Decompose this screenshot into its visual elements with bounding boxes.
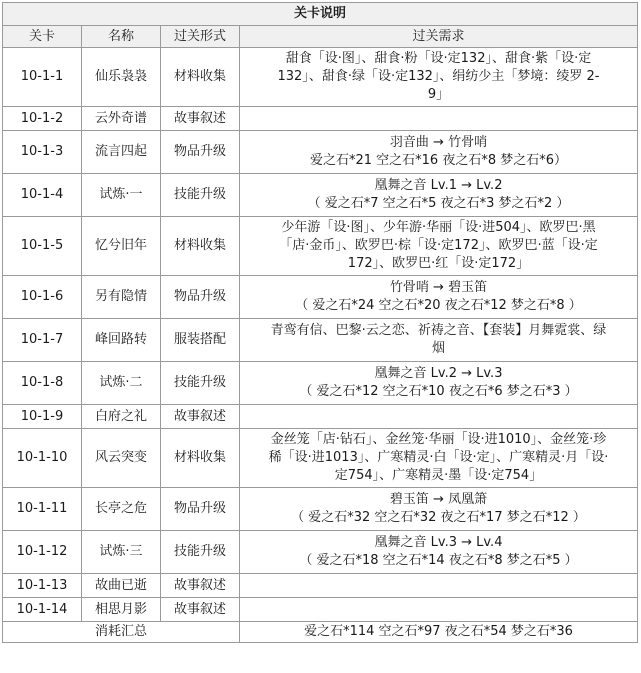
table-header-row bbox=[3, 26, 638, 48]
stage-cell: 10-1-12 bbox=[3, 531, 82, 574]
requirement-line: 172」、欧罗巴·红「设·定172」 bbox=[347, 256, 530, 271]
clear-type-cell: 材料收集 bbox=[161, 48, 240, 107]
stage-cell: 10-1-3 bbox=[3, 131, 82, 174]
table-row bbox=[3, 531, 638, 574]
name-cell: 风云突变 bbox=[82, 429, 161, 488]
requirement-cell bbox=[240, 531, 638, 574]
requirement-cell bbox=[240, 131, 638, 174]
stage-cell: 10-1-8 bbox=[3, 362, 82, 405]
requirement-cell bbox=[240, 429, 638, 488]
requirement-cell bbox=[240, 405, 638, 429]
table-row bbox=[3, 488, 638, 531]
requirement-cell bbox=[240, 319, 638, 362]
name-cell: 另有隐情 bbox=[82, 276, 161, 319]
requirement-cell bbox=[240, 276, 638, 319]
level-description-table bbox=[2, 2, 638, 643]
name-cell: 相思月影 bbox=[82, 598, 161, 622]
stage-cell: 10-1-2 bbox=[3, 107, 82, 131]
requirement-cell bbox=[240, 217, 638, 276]
name-cell: 云外奇谱 bbox=[82, 107, 161, 131]
stage-cell: 10-1-14 bbox=[3, 598, 82, 622]
table-row bbox=[3, 217, 638, 276]
table-row bbox=[3, 174, 638, 217]
summary-value: 爱之石*114 空之石*97 夜之石*54 梦之石*36 bbox=[240, 622, 638, 643]
clear-type-cell: 故事叙述 bbox=[161, 574, 240, 598]
table-row bbox=[3, 319, 638, 362]
stage-cell: 10-1-1 bbox=[3, 48, 82, 107]
header-name: 名称 bbox=[82, 26, 161, 48]
requirement-cell bbox=[240, 574, 638, 598]
table-row bbox=[3, 574, 638, 598]
requirement-line: 羽音曲 → 竹骨哨 bbox=[389, 135, 488, 150]
table-row bbox=[3, 362, 638, 405]
stage-cell: 10-1-4 bbox=[3, 174, 82, 217]
clear-type-cell: 物品升级 bbox=[161, 276, 240, 319]
table-title: 关卡说明 bbox=[3, 3, 638, 26]
header-clear-type: 过关形式 bbox=[161, 26, 240, 48]
table-row bbox=[3, 131, 638, 174]
requirement-cell bbox=[240, 174, 638, 217]
requirement-line: 爱之石*21 空之石*16 夜之石*8 梦之石*6） bbox=[309, 153, 568, 168]
requirement-cell bbox=[240, 362, 638, 405]
requirement-line: 凰舞之音 Lv.2 → Lv.3 bbox=[374, 366, 503, 381]
stage-cell: 10-1-6 bbox=[3, 276, 82, 319]
requirement-line: 碧玉笛 → 凤凰箫 bbox=[389, 492, 488, 507]
requirement-line: 金丝笼「店·钻石」、金丝笼·华丽「设·进1010」、金丝笼·珍 bbox=[270, 432, 607, 447]
clear-type-cell: 技能升级 bbox=[161, 174, 240, 217]
requirement-line: （ 爱之石*7 空之石*5 夜之石*3 梦之石*2 ） bbox=[307, 196, 570, 211]
requirement-cell bbox=[240, 488, 638, 531]
requirement-line: 甜食「设·图」、甜食·粉「设·定132」、甜食·紫「设·定 bbox=[285, 51, 592, 66]
name-cell: 仙乐袅袅 bbox=[82, 48, 161, 107]
requirement-line: 青鸾有信、巴黎·云之恋、祈祷之音、【套装】月舞霓裳、绿 bbox=[270, 323, 607, 338]
requirement-line: （ 爱之石*24 空之石*20 夜之石*12 梦之石*8 ） bbox=[295, 298, 582, 313]
requirement-line: 凰舞之音 Lv.3 → Lv.4 bbox=[374, 535, 503, 550]
requirement-line: 凰舞之音 Lv.1 → Lv.2 bbox=[374, 178, 503, 193]
clear-type-cell: 物品升级 bbox=[161, 131, 240, 174]
requirement-line: （ 爱之石*18 空之石*14 夜之石*8 梦之石*5 ） bbox=[299, 553, 578, 568]
name-cell: 忆兮旧年 bbox=[82, 217, 161, 276]
table-row bbox=[3, 405, 638, 429]
requirement-line: 「店·金币」、欧罗巴·棕「设·定172」、欧罗巴·蓝「设·定 bbox=[279, 238, 598, 253]
summary-row bbox=[3, 622, 638, 643]
header-requirements: 过关需求 bbox=[240, 26, 638, 48]
clear-type-cell: 故事叙述 bbox=[161, 107, 240, 131]
summary-label: 消耗汇总 bbox=[3, 622, 240, 643]
requirement-line: 少年游「设·图」、少年游·华丽「设·进504」、欧罗巴·黑 bbox=[281, 220, 596, 235]
requirement-line: 132」、甜食·绿「设·定132」、绢纺少主「梦境：绫罗 2- bbox=[277, 69, 600, 84]
clear-type-cell: 物品升级 bbox=[161, 488, 240, 531]
requirement-line: 竹骨哨 → 碧玉笛 bbox=[389, 280, 488, 295]
requirement-line: 定754」、广寒精灵·墨「设·定754」 bbox=[334, 468, 543, 483]
stage-cell: 10-1-9 bbox=[3, 405, 82, 429]
clear-type-cell: 材料收集 bbox=[161, 217, 240, 276]
requirement-cell bbox=[240, 598, 638, 622]
table-row bbox=[3, 429, 638, 488]
requirement-cell bbox=[240, 48, 638, 107]
name-cell: 流言四起 bbox=[82, 131, 161, 174]
table-row bbox=[3, 598, 638, 622]
clear-type-cell: 故事叙述 bbox=[161, 405, 240, 429]
table-row bbox=[3, 276, 638, 319]
stage-cell: 10-1-11 bbox=[3, 488, 82, 531]
table-title-row bbox=[3, 3, 638, 26]
clear-type-cell: 服装搭配 bbox=[161, 319, 240, 362]
name-cell: 长亭之危 bbox=[82, 488, 161, 531]
requirement-line: 烟 bbox=[431, 341, 445, 356]
table-row bbox=[3, 107, 638, 131]
requirement-line: 9」 bbox=[427, 87, 450, 102]
name-cell: 试炼·三 bbox=[82, 531, 161, 574]
clear-type-cell: 材料收集 bbox=[161, 429, 240, 488]
table-row bbox=[3, 48, 638, 107]
name-cell: 白府之礼 bbox=[82, 405, 161, 429]
name-cell: 故曲已逝 bbox=[82, 574, 161, 598]
stage-cell: 10-1-5 bbox=[3, 217, 82, 276]
requirement-line: （ 爱之石*12 空之石*10 夜之石*6 梦之石*3 ） bbox=[299, 384, 578, 399]
clear-type-cell: 技能升级 bbox=[161, 531, 240, 574]
stage-cell: 10-1-13 bbox=[3, 574, 82, 598]
stage-cell: 10-1-7 bbox=[3, 319, 82, 362]
clear-type-cell: 技能升级 bbox=[161, 362, 240, 405]
header-stage: 关卡 bbox=[3, 26, 82, 48]
name-cell: 试炼·二 bbox=[82, 362, 161, 405]
clear-type-cell: 故事叙述 bbox=[161, 598, 240, 622]
stage-cell: 10-1-10 bbox=[3, 429, 82, 488]
requirement-line: （ 爱之石*32 空之石*32 夜之石*17 梦之石*12 ） bbox=[291, 510, 586, 525]
name-cell: 试炼·一 bbox=[82, 174, 161, 217]
name-cell: 峰回路转 bbox=[82, 319, 161, 362]
requirement-line: 稀「设·进1013」、广寒精灵·白「设·定」、广寒精灵·月「设· bbox=[268, 450, 609, 465]
requirement-cell bbox=[240, 107, 638, 131]
